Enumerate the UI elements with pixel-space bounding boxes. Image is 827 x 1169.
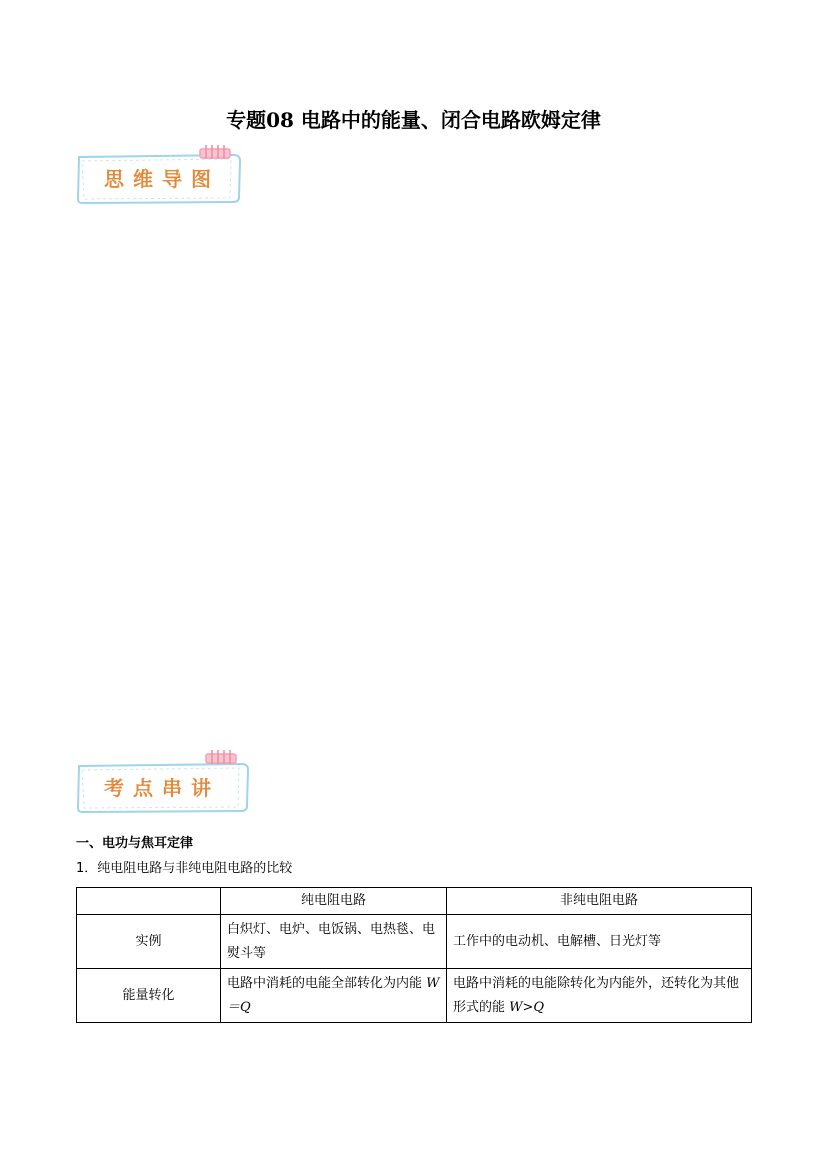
section-subheading: 1．纯电阻电路与非纯电阻电路的比较	[76, 861, 293, 876]
key-points-banner	[76, 756, 244, 814]
formula: W＝Q	[227, 975, 440, 1015]
key-points-banner-label: 考点串讲	[104, 776, 220, 800]
paper-clip-icon	[198, 143, 232, 163]
paper-clip-icon	[204, 748, 238, 768]
mind-map-banner-label: 思维导图	[104, 167, 220, 191]
mind-map-banner	[76, 147, 244, 205]
table-cell	[221, 969, 447, 1023]
comparison-table	[76, 887, 752, 1023]
table-cell: 白炽灯、电炉、电饭锅、电热毯、电熨斗等	[221, 915, 447, 969]
table-header-row	[77, 888, 752, 915]
table-row	[77, 915, 752, 969]
table-row	[77, 969, 752, 1023]
row-label: 实例	[77, 915, 221, 969]
table-cell: 工作中的电动机、电解槽、日光灯等	[447, 915, 752, 969]
formula: W>Q	[509, 999, 545, 1015]
table-header-cell: 纯电阻电路	[221, 888, 447, 915]
table-cell	[447, 969, 752, 1023]
cell-text: 电路中消耗的电能除转化为内能外，还转化为其他形式的能	[453, 975, 740, 1015]
row-label: 能量转化	[77, 969, 221, 1023]
document-title: 专题08 电路中的能量、闭合电路欧姆定律	[226, 108, 601, 132]
table-header-cell	[77, 888, 221, 915]
cell-text: 电路中消耗的电能全部转化为内能	[227, 975, 427, 991]
table-header-cell: 非纯电阻电路	[447, 888, 752, 915]
section-heading: 一、电功与焦耳定律	[76, 836, 194, 851]
